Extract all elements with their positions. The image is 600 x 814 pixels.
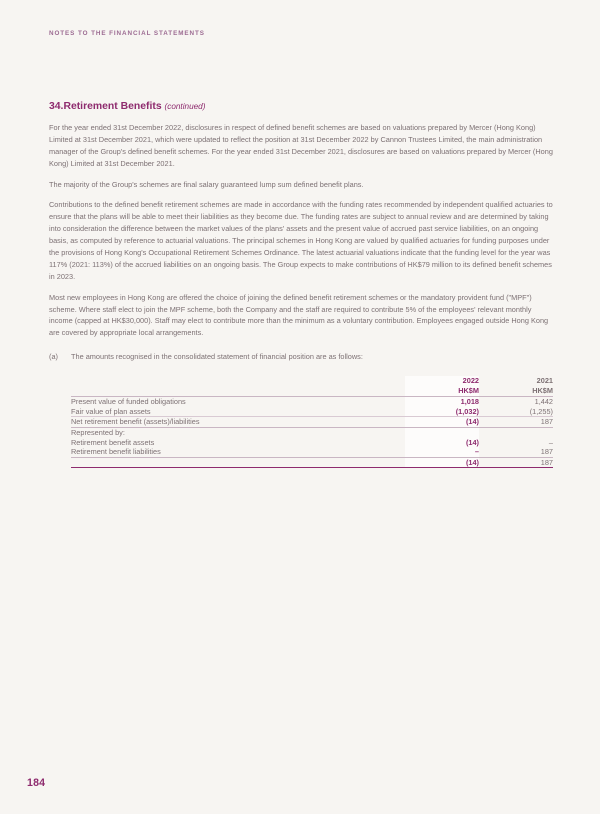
- row-value-2021: (1,255): [529, 406, 553, 416]
- table-header-row: [71, 376, 553, 397]
- column-header-2022-year: 2022: [462, 376, 479, 386]
- table-row: [71, 397, 553, 407]
- row-label: Fair value of plan assets: [71, 406, 151, 416]
- financial-table-wrapper: [71, 376, 553, 467]
- financial-position-table: [71, 376, 553, 467]
- paragraph-3: Contributions to the defined benefit retirement schemes are made in accordance with the funding rates recommended by independent qualified actuaries to ensure that the plans will be able to meet their liabilities as they become due. The funding rates are subject to annual review and are determined by taking into consideration the difference between the market values of the plans' assets and the present value of accrued past service liabilities, on an ongoing basis, as computed by reference to actuarial valuations. The principal schemes in Hong Kong are valued by qualified actuaries for funding purposes under the provisions of Hong Kong's Occupational Retirement Schemes Ordinance. The latest actuarial valuations indicate that the funding level for the year was 117% (2021: 113%) of the accrued liabilities on an ongoing basis. The Group expects to make contributions of HK$79 million to its defined benefit schemes in 2023.: [49, 200, 553, 281]
- table-row-total: [71, 457, 553, 467]
- row-label: Net retirement benefit (assets)/liabilities: [71, 417, 405, 428]
- row-value-2022: (14): [405, 457, 479, 467]
- subsection-marker: (a): [49, 352, 58, 362]
- subsection-text: The amounts recognised in the consolidated statement of financial position are as follows:: [71, 352, 363, 362]
- column-header-2021-unit: HK$M: [532, 386, 553, 396]
- row-value-2021: –: [548, 437, 553, 447]
- subsection-a: [49, 351, 553, 363]
- table-row-subtotal: [71, 417, 553, 428]
- column-header-2022-unit: HK$M: [458, 386, 479, 396]
- page-number: 184: [27, 777, 46, 789]
- table-row: [71, 407, 553, 417]
- row-value-2021: 187: [479, 417, 553, 428]
- row-label: Retirement benefit liabilities: [71, 447, 161, 457]
- table-head: [71, 376, 553, 397]
- note-continued-label: (continued): [164, 102, 206, 111]
- paragraph-4: Most new employees in Hong Kong are offered the choice of joining the defined benefit retirement schemes or the mandatory provident fund ("MPF") scheme. Where staff elect to join the MPF scheme, both the Company and the staff are required to contribute 5% of the employees' relevant monthly income (capped at HK$30,000). Staff may elect to contribute more than the minimum as a voluntary contribution. Employees engaged outside Hong Kong are covered by appropriate local arrangements.: [49, 292, 549, 338]
- row-label: [71, 457, 405, 467]
- note-title-text: 34.Retirement Benefits: [49, 101, 162, 112]
- header-blank: [71, 376, 405, 397]
- row-value-2022: (1,032): [405, 407, 479, 417]
- table-row: [71, 447, 553, 457]
- page-content: [49, 100, 553, 468]
- row-value-2021: 187: [479, 457, 553, 467]
- note-title: [49, 100, 553, 113]
- row-value-2022: [405, 428, 479, 438]
- column-header-2021: [479, 376, 553, 397]
- row-value-2022: (14): [405, 438, 479, 448]
- column-header-2022: [405, 376, 479, 397]
- paragraph-1: For the year ended 31st December 2022, disclosures in respect of defined benefit schemes are based on valuations prepared by Mercer (Hong Kong) Limited at 31st December 2021, which were updated to reflect the position at 31st December 2022 by Cannon Trustees Limited, the main administration manager of the Group's defined benefit schemes. For the year ended 31st December 2021, disclosures are based on valuations prepared by Mercer (Hong Kong) Limited at 31st December 2021.: [49, 123, 553, 168]
- table-row-section-label: [71, 428, 553, 438]
- row-label: Retirement benefit assets: [71, 437, 155, 447]
- row-value-2022: (14): [405, 417, 479, 428]
- row-value-2021: 1,442: [479, 397, 553, 407]
- row-value-2021: [479, 428, 553, 438]
- column-header-2021-year: 2021: [536, 376, 553, 386]
- table-bottom-rule: [71, 467, 553, 468]
- table-row: [71, 438, 553, 448]
- running-header: NOTES TO THE FINANCIAL STATEMENTS: [49, 30, 205, 37]
- row-value-2022: 1,018: [405, 397, 479, 407]
- row-label: Present value of funded obligations: [71, 397, 405, 407]
- row-value-2022: –: [405, 447, 479, 457]
- row-label: Represented by:: [71, 428, 405, 438]
- paragraph-2: The majority of the Group's schemes are final salary guaranteed lump sum defined benefit plans.: [49, 179, 364, 189]
- row-value-2021: 187: [540, 447, 553, 457]
- table-body: [71, 397, 553, 467]
